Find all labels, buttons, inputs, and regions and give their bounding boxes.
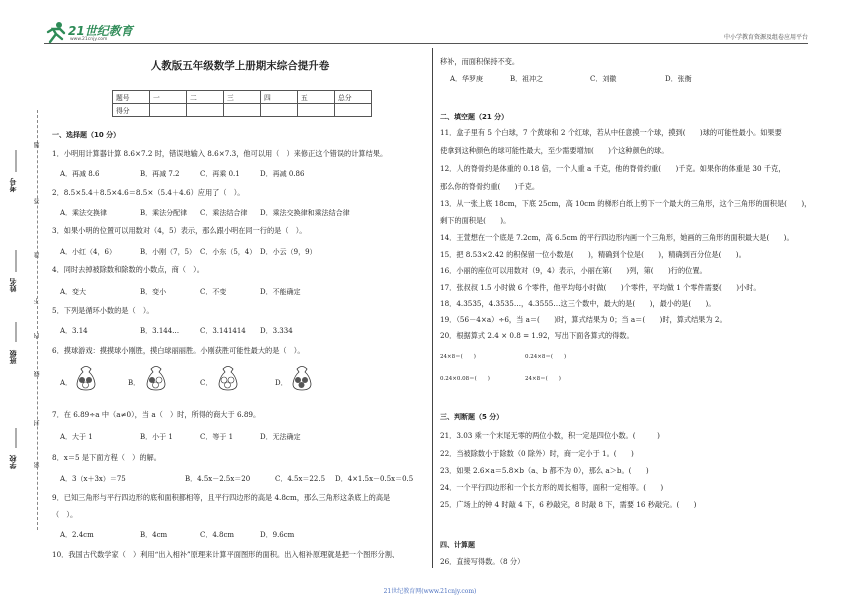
option[interactable]: B．变小 (140, 288, 167, 296)
option[interactable]: D．乘法交换律和乘法结合律 (260, 209, 350, 217)
platform-name: 中小学教育资源及组卷应用平台 (723, 34, 808, 41)
option[interactable]: D．4×1.5x－0.5x＝0.5 (335, 475, 414, 483)
score-input-cell[interactable] (224, 104, 261, 117)
calc-item: 24×8＝( ) (525, 376, 561, 382)
option[interactable]: D．无法确定 (260, 433, 301, 441)
question-8: 8．x＝5 是下面方程（ ）的解。 (52, 453, 161, 462)
option[interactable]: D． (275, 379, 288, 387)
fill-line: 18．4.3535，4.3535…，4.3555…这三个数中，最大的是( )，最小的是( )。 (440, 299, 716, 308)
question-7: 7．在 6.89÷a 中（a≠0），当 a（ ）时，所得的商大于 6.89。 (52, 410, 261, 419)
calc-item: 0.24×0.08＝( ) (440, 376, 490, 382)
calc-item: 0.24×8＝( ) (525, 354, 567, 360)
seal-char-3: 准 (34, 252, 41, 258)
ball-bag-b-icon (142, 362, 170, 392)
question-9-cont: （ ）。 (52, 510, 78, 519)
judge-item: 21．3.03 乘一个末尾无零的两位小数，积一定是四位小数。( ) (440, 431, 660, 440)
score-table-header-row (113, 91, 372, 104)
option[interactable]: D．3.334 (260, 327, 293, 335)
score-input-cell[interactable] (298, 104, 335, 117)
header-rule (44, 43, 808, 44)
fill-line: 20．根据算式 2.4 × 0.8 = 1.92，写出下面各算式的得数。 (440, 331, 634, 340)
score-cell: 三 (224, 91, 261, 104)
score-table-score-row (113, 104, 372, 117)
section-calc-heading: 四、计算题 (440, 541, 475, 549)
label-kaohao: 考号 (9, 178, 17, 192)
judge-item: 23．如果 2.6×a＝5.8×b（a、b 都不为 0），那么 a＞b。( ) (440, 466, 649, 475)
option[interactable]: B． (128, 379, 141, 387)
label-banji: 班级 (9, 350, 17, 364)
option[interactable]: C．再乘 0.1 (200, 170, 240, 178)
option[interactable]: A．乘法交换律 (60, 209, 108, 217)
question-1: 1．小明用计算器计算 8.6×7.2 时，错误地输入 8.6×7.3，他可以用（ ）来修正这个错误的计算结果。 (52, 149, 388, 158)
seal-char-6: 线 (34, 371, 41, 377)
fill-line: 剩下的面积是( )。 (440, 216, 511, 225)
score-cell: 二 (187, 91, 224, 104)
option[interactable]: C． (200, 379, 213, 387)
score-input-cell[interactable] (187, 104, 224, 117)
option[interactable]: A．变大 (60, 288, 87, 296)
ball-bag-c-icon (214, 362, 242, 392)
option[interactable]: B．乘法分配律 (140, 209, 188, 217)
option[interactable]: A．3（x＋3x）＝75 (60, 475, 126, 483)
judge-item: 25．广场上的钟 4 时敲 4 下，6 秒敲完，8 时敲 8 下，需要 16 秒敲完。( ) (440, 500, 697, 509)
option[interactable]: B．4.5x－2.5x＝20 (185, 475, 251, 483)
footer-link[interactable]: 21世纪教育网(www.21cnjy.com) (383, 588, 477, 595)
question-5: 5．下列是循环小数的是（ ）。 (52, 306, 154, 315)
section-choice-heading: 一、选择题（10 分） (52, 131, 121, 139)
name-underlines (14, 150, 18, 510)
option[interactable]: C．3.141414 (200, 327, 246, 335)
fill-line: 使拿到这种颜色的球可能性最大，至少需要增加( )个这种颜色的球。 (440, 146, 669, 155)
fill-line: 13．从一张上底 18cm，下底 25cm，高 10cm 的梯形白纸上剪下一个最大的三角形，这个三角形的面积是( )， (440, 199, 812, 208)
option[interactable]: A．再减 8.6 (60, 170, 100, 178)
option[interactable]: A．2.4cm (60, 531, 94, 539)
fill-line: 17．张叔叔 1.5 小时做 6 个零件，他平均每小时做( )个零件，平均做 1 个零件需要( )小时。 (440, 283, 761, 292)
label-xuexiao: 学校 (9, 455, 17, 469)
option[interactable]: A． (60, 379, 73, 387)
fill-line: 那么你的脊骨约重( )千克。 (440, 182, 540, 191)
question-6: 6．摸球游戏：摸摸球小刚胜，摸白球丽丽胜。小刚获胜可能性最大的是（ ）。 (52, 346, 305, 355)
option[interactable]: C．小东（5，4） (200, 248, 257, 256)
fill-line: 16．小丽的座位可以用数对（9，4）表示，小丽在第( )列，第( )行的位置。 (440, 266, 707, 275)
score-cell: 四 (261, 91, 298, 104)
score-table (112, 90, 372, 117)
question-4: 4．同时去掉被除数和除数的小数点，商（ ）。 (52, 265, 204, 274)
option[interactable]: D．9.6cm (260, 531, 295, 539)
option[interactable]: C．4.8cm (200, 531, 235, 539)
fill-line: 14．王萱想在一个底是 7.2cm，高 6.5cm 的平行四边形内画一个三角形，她画的三角形的面积最大是( )。 (440, 233, 794, 242)
fill-line: 11．盒子里有 5 个白球，7 个黄球和 2 个红球，若从中任意摸一个球，摸到( )球的可能性最小。如果要 (440, 128, 782, 137)
question-10: 10．我国古代数学家（ ）利用“出入相补”原理来计算平面图形的面积。出入相补原理就是把一个图形分割、 (52, 550, 400, 559)
score-input-cell[interactable] (335, 104, 372, 117)
ball-bag-a-icon (72, 362, 100, 392)
score-input-cell[interactable] (261, 104, 298, 117)
question-2: 2．8.5×5.4＋8.5×4.6＝8.5×（5.4＋4.6）应用了（ ）。 (52, 188, 245, 197)
option[interactable]: A．3.14 (60, 327, 88, 335)
fill-line: 15．把 8.53×2.42 的积保留一位小数是( )，精确到个位是( )，精确到百分位是( )。 (440, 250, 746, 259)
score-cell: 五 (298, 91, 335, 104)
seal-char-1: 题 (34, 142, 41, 148)
seal-char-2: 答 (34, 198, 41, 204)
logo-text: 21世纪教育 (68, 24, 133, 38)
option[interactable]: D．不能确定 (260, 288, 301, 296)
question-3: 3．如果小明的位置可以用数对（4，5）表示，那么跟小明在同一行的是（ ）。 (52, 226, 307, 235)
judge-item: 24．一个平行四边形和一个长方形的周长相等，面积一定相等。( ) (440, 483, 664, 492)
score-cell: 题号 (113, 91, 150, 104)
seal-char-5: 内 (34, 333, 41, 339)
option[interactable]: A．华罗庚 (450, 75, 484, 83)
option[interactable]: B．4cm (140, 531, 168, 539)
fill-line: 12．人的脊骨约是体重的 0.18 倍，一个人重 a 千克，他的脊骨约重( )千克。如果你的体重是 30 千克， (440, 164, 786, 173)
seal-char-4: 不 (34, 298, 41, 304)
score-input-cell[interactable] (150, 104, 187, 117)
option[interactable]: D．再减 0.86 (260, 170, 305, 178)
question-10-cont: 移补，而面积保持不变。 (440, 57, 520, 66)
column-divider (432, 48, 433, 568)
judge-item: 22．当被除数小于除数（0 除外）时，商一定小于 1。( ) (440, 449, 634, 458)
section-fill-heading: 二、填空题（21 分） (440, 113, 509, 121)
score-cell: 总分 (335, 91, 372, 104)
ball-bag-d-icon (288, 362, 316, 392)
label-xingming: 姓名 (9, 278, 17, 292)
option[interactable]: B．祖冲之 (510, 75, 544, 83)
calc-item: 24×8＝( ) (440, 354, 476, 360)
exam-title: 人教版五年级数学上册期末综合提升卷 (150, 60, 330, 72)
logo-url: www.21cnjy.com (70, 37, 108, 42)
option[interactable]: C．不变 (200, 288, 227, 296)
score-cell: 得分 (113, 104, 150, 117)
question-9: 9．已知三角形与平行四边形的底和面积都相等，且平行四边形的高是 4.8cm，那么三角形这条底上的高是 (52, 493, 391, 502)
seal-char-7: 封 (34, 420, 41, 426)
option[interactable]: C．等于 1 (200, 433, 234, 441)
option[interactable]: C．刘徽 (590, 75, 617, 83)
question-26: 26．直接写得数。（8 分） (440, 557, 525, 566)
option[interactable]: D．小云（9，9） (260, 248, 317, 256)
option[interactable]: A．大于 1 (60, 433, 93, 441)
fill-line: 19．（56－4×a）÷6，当 a＝( )时，算式结果为 0；当 a＝( )时，算式结果为 2。 (440, 315, 727, 324)
option[interactable]: B．3.144… (140, 327, 180, 335)
option[interactable]: B．小于 1 (140, 433, 173, 441)
option[interactable]: B．再减 7.2 (140, 170, 180, 178)
seal-char-8: 密 (34, 462, 41, 468)
option[interactable]: B．小刚（7，5） (140, 248, 197, 256)
section-judge-heading: 三、判断题（5 分） (440, 413, 504, 421)
score-cell: 一 (150, 91, 187, 104)
option[interactable]: A．小红（4，6） (60, 248, 116, 256)
option[interactable]: C．乘法结合律 (200, 209, 248, 217)
option[interactable]: D．张衡 (665, 75, 692, 83)
option[interactable]: C．4.5x＝22.5 (275, 475, 326, 483)
